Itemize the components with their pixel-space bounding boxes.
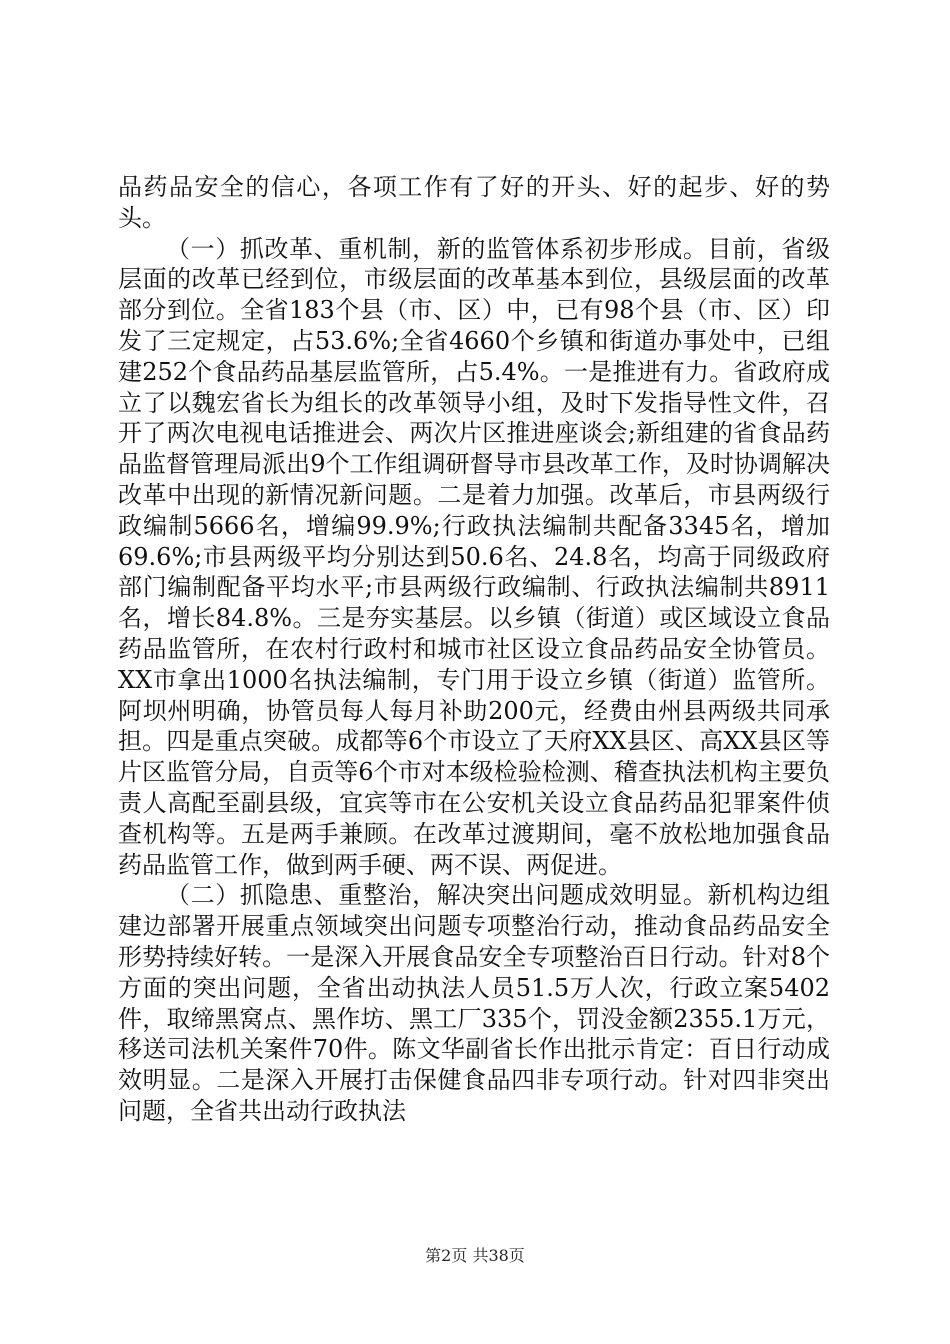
paragraph-reform-mechanism: （一）抓改革、重机制，新的监管体系初步形成。目前，省级层面的改革已经到位，市级层面的改革基本到位，县级层面的改革部分到位。全省183个县（市、区）中，已有98个县（市、区）印发了三定规定，占53.6%;全省4660个乡镇和街道办事处中，已组建252个食品药品基层监管所，占5.4%。一是推进有力。省政府成立了以魏宏省长为组长的改革领导小组，及时下发指导性文件，召开了两次电视电话推进会、两次片区推进座谈会;新组建的省食品药品监督管理局派出9个工作组调研督导市县改革工作，及时协调解决改革中出现的新情况新问题。二是着力加强。改革后，市县两级行政编制5666名，增编99.9%;行政执法编制共配备3345名，增加69.6%;市县两级平均分别达到50.6名、24.8名，均高于同级政府部门编制配备平均水平;市县两级行政编制、行政执法编制共8911名，增长84.8%。三是夯实基层。以乡镇（街道）或区域设立食品药品监管所，在农村行政村和城市社区设立食品药品安全协管员。XX市拿出1000名执法编制，专门用于设立乡镇（街道）监管所。阿坝州明确，协管员每人每月补助200元，经费由州县两级共同承担。四是重点突破。成都等6个市设立了天府XX县区、高XX县区等片区监管分局，自贡等6个市对本级检验检测、稽查执法机构主要负责人高配至副县级，宜宾等市在公安机关设立食品药品犯罪案件侦查机构等。五是两手兼顾。在改革过渡期间，毫不放松地加强食品药品监管工作，做到两手硬、两不误、两促进。 <box>118 234 830 879</box>
page-number-label: 第2页 共38页 <box>425 1246 525 1265</box>
paragraph-hazard-rectification: （二）抓隐患、重整治，解决突出问题成效明显。新机构边组建边部署开展重点领域突出问题专项整治行动，推动食品药品安全形势持续好转。一是深入开展食品安全专项整治百日行动。针对8个方面的突出问题，全省出动执法人员51.5万人次，行政立案5402件，取缔黑窝点、黑作坊、黑工厂335个，罚没金额2355.1万元，移送司法机关案件70件。陈文华副省长作出批示肯定：百日行动成效明显。二是深入开展打击保健食品四非专项行动。针对四非突出问题，全省共出动行政执法 <box>118 881 830 1125</box>
page-footer <box>0 1243 950 1266</box>
document-body <box>118 172 830 1127</box>
paragraph-continuation: 品药品安全的信心，各项工作有了好的开头、好的起步、好的势头。 <box>118 173 830 232</box>
